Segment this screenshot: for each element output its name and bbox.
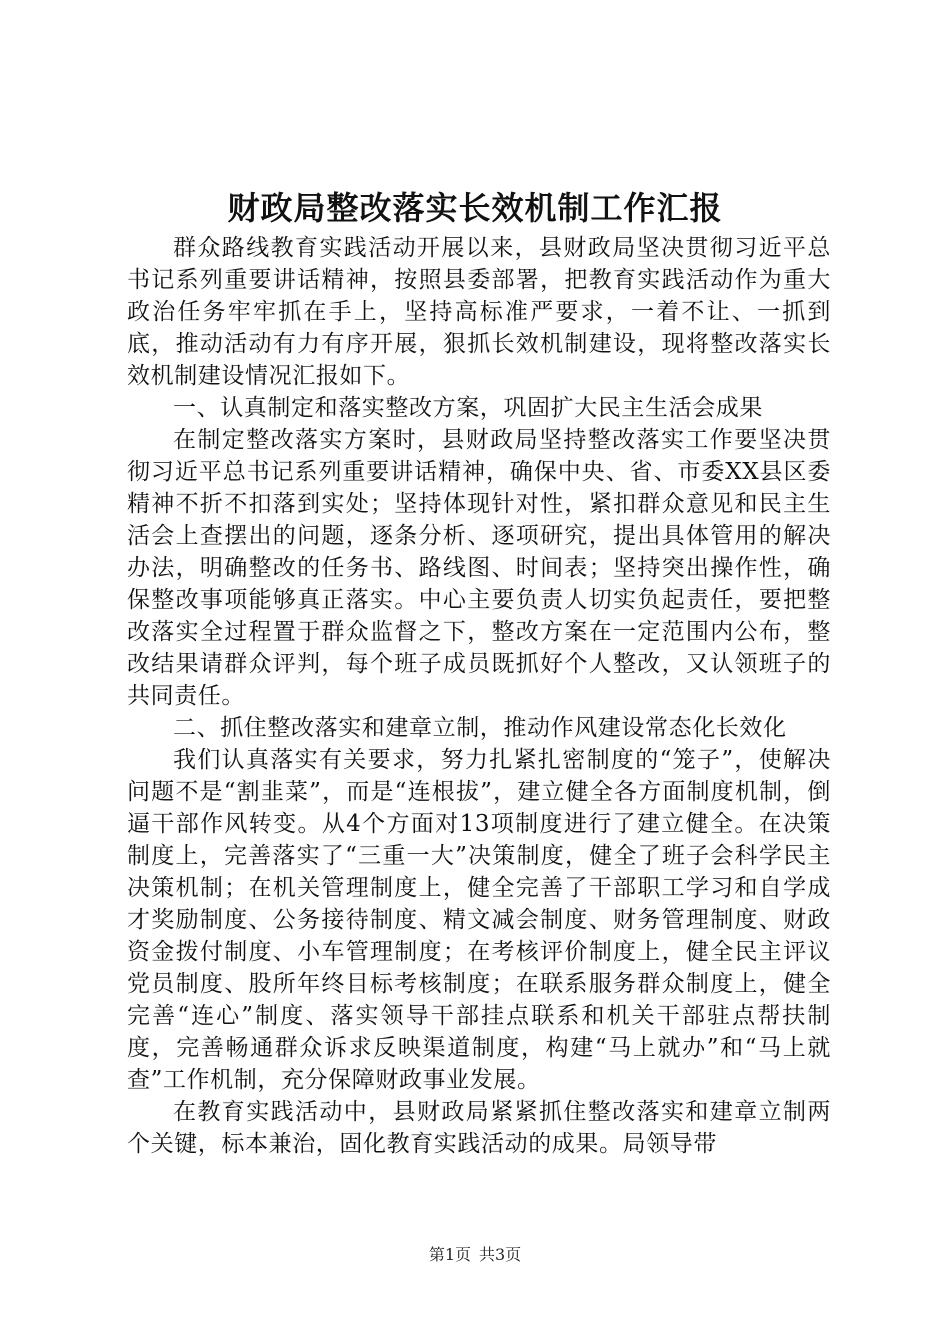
section-heading-1: 一、认真制定和落实整改方案，巩固扩大民主生活会成果	[173, 395, 763, 421]
section-2-paragraph-continued: 在教育实践活动中，县财政局紧紧抓住整改落实和建章立制两个关键，标本兼治，固化教育实践活动的成果。局领导带	[127, 1099, 831, 1157]
page-total: 共3页	[479, 1245, 522, 1264]
page-footer	[0, 1244, 950, 1266]
document-title: 财政局整改落实长效机制工作汇报	[227, 189, 723, 227]
section-2-paragraph: 我们认真落实有关要求，努力扎紧扎密制度的“笼子”，使解决问题不是“割韭菜”，而是“连根拔”，建立健全各方面制度机制，倒逼干部作风转变。从4个方面对13项制度进行了建立健全。在决策制度上，完善落实了“三重一大”决策制度，健全了班子会科学民主决策机制；在机关管理制度上，健全完善了干部职工学习和自学成才奖励制度、公务接待制度、精文减会制度、财务管理制度、财政资金拨付制度、小车管理制度；在考核评价制度上，健全民主评议党员制度、股所年终目标考核制度；在联系服务群众制度上，健全完善“连心”制度、落实领导干部挂点联系和机关干部驻点帮扶制度，完善畅通群众诉求反映渠道制度，构建“马上就办”和“马上就查”工作机制，充分保障财政事业发展。	[127, 747, 831, 1093]
intro-paragraph: 群众路线教育实践活动开展以来，县财政局坚决贯彻习近平总书记系列重要讲话精神，按照县委部署，把教育实践活动作为重大政治任务牢牢抓在手上，坚持高标准严要求，一着不让、一抓到底，推动活动有力有序开展，狠抓长效机制建设，现将整改落实长效机制建设情况汇报如下。	[127, 235, 831, 389]
section-1-paragraph: 在制定整改落实方案时，县财政局坚持整改落实工作要坚决贯彻习近平总书记系列重要讲话精神，确保中央、省、市委XX县区委精神不折不扣落到实处；坚持体现针对性，紧扣群众意见和民主生活会上查摆出的问题，逐条分析、逐项研究，提出具体管用的解决办法，明确整改的任务书、路线图、时间表；坚持突出操作性，确保整改事项能够真正落实。中心主要负责人切实负起责任，要把整改落实全过程置于群众监督之下，整改方案在一定范围内公布，整改结果请群众评判，每个班子成员既抓好个人整改，又认领班子的共同责任。	[127, 427, 831, 709]
page-number: 第1页	[428, 1245, 471, 1264]
document-body	[127, 232, 831, 1160]
section-heading-2: 二、抓住整改落实和建章立制，推动作风建设常态化长效化	[173, 715, 787, 741]
